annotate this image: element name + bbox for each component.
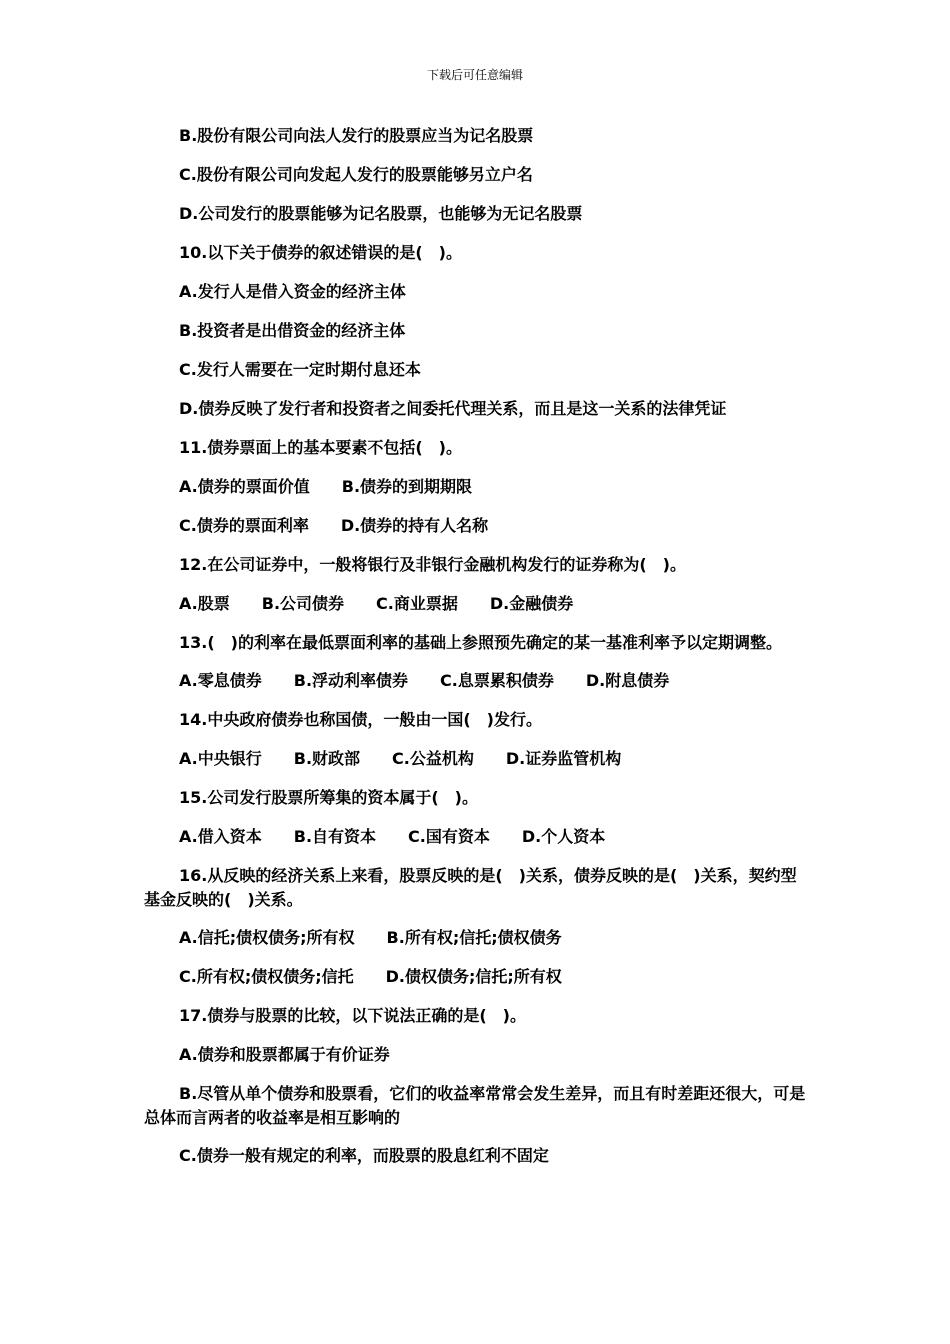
option-line: C.股份有限公司向发起人发行的股票能够另立户名 (179, 165, 533, 184)
question-line: 15.公司发行股票所筹集的资本属于( )。 (179, 788, 478, 807)
option-line: D.公司发行的股票能够为记名股票，也能够为无记名股票 (179, 204, 583, 223)
question-line: 16.从反映的经济关系上来看，股票反映的是( )关系，债券反映的是( )关系，契约型基金反映的( )关系。 (144, 866, 797, 909)
question-line: 17.债券与股票的比较，以下说法正确的是( )。 (179, 1006, 526, 1025)
question-line: 14.中央政府债券也称国债，一般由一国( )发行。 (179, 710, 542, 729)
page-header: 下载后可任意编辑 (426, 68, 523, 82)
option-line: A.股票 B.公司债券 C.商业票据 D.金融债券 (179, 594, 574, 613)
option-line: B.股份有限公司向法人发行的股票应当为记名股票 (179, 126, 534, 145)
option-line: C.债券的票面利率 D.债券的持有人名称 (179, 516, 489, 535)
option-line: A.信托;债权债务;所有权 B.所有权;信托;债权债务 (179, 928, 562, 947)
option-line: A.中央银行 B.财政部 C.公益机构 D.证券监管机构 (179, 749, 622, 768)
question-line: 10.以下关于债券的叙述错误的是( )。 (179, 243, 462, 262)
question-line: 12.在公司证券中，一般将银行及非银行金融机构发行的证券称为( )。 (179, 555, 686, 574)
option-line: B.尽管从单个债券和股票看，它们的收益率常常会发生差异，而且有时差距还很大，可是总体而言两者的收益率是相互影响的 (144, 1084, 806, 1127)
option-line: A.发行人是借入资金的经济主体 (179, 282, 406, 301)
option-line: C.债券一般有规定的利率，而股票的股息红利不固定 (179, 1146, 549, 1165)
option-line: C.发行人需要在一定时期付息还本 (179, 360, 421, 379)
option-line: B.投资者是出借资金的经济主体 (179, 321, 406, 340)
option-line: A.债券和股票都属于有价证券 (179, 1045, 390, 1064)
option-line: A.借入资本 B.自有资本 C.国有资本 D.个人资本 (179, 827, 606, 846)
option-line: C.所有权;债权债务;信托 D.债权债务;信托;所有权 (179, 967, 562, 986)
option-line: A.零息债券 B.浮动利率债券 C.息票累积债券 D.附息债券 (179, 671, 670, 690)
question-line: 11.债券票面上的基本要素不包括( )。 (179, 438, 462, 457)
question-line: 13.( )的利率在最低票面利率的基础上参照预先确定的某一基准利率予以定期调整。 (179, 633, 782, 652)
option-line: A.债券的票面价值 B.债券的到期期限 (179, 477, 473, 496)
document-body (144, 124, 812, 1183)
option-line: D.债券反映了发行者和投资者之间委托代理关系，而且是这一关系的法律凭证 (179, 399, 727, 418)
